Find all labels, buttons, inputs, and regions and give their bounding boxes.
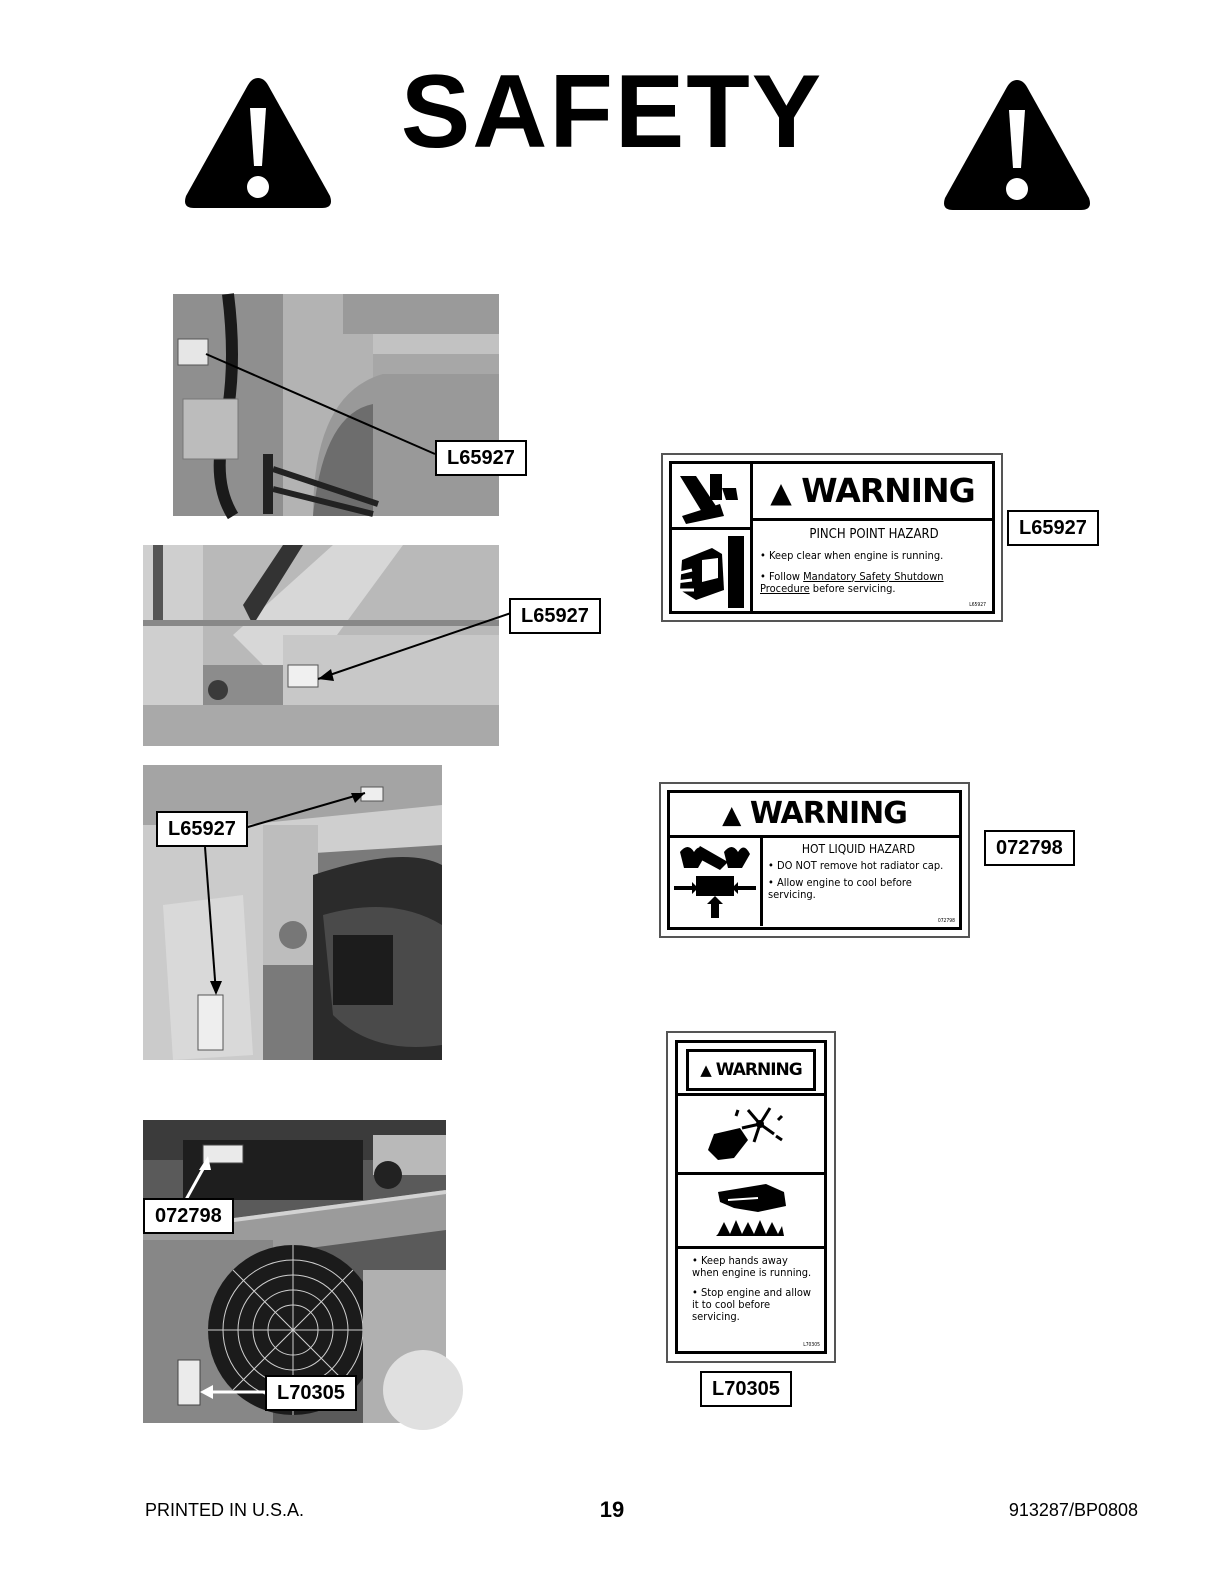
bullet-list: • Keep clear when engine is running. • Follow Mandatory Safety Shutdown Procedure before servicing. [760,549,944,596]
photo-engine-compartment [143,1120,446,1423]
hot-radiator-icon [670,838,763,926]
hand-pinch-icon [672,530,753,613]
warning-triangle-icon: ▲ [722,800,741,829]
callout-label: 072798 [143,1198,234,1234]
callout-label: 072798 [984,830,1075,866]
hazard-title: HOT LIQUID HAZARD [801,842,916,856]
bullet-list: • Keep hands away when engine is running. • Stop engine and allow it to cool before servicing. [692,1254,812,1324]
page-number: 19 [599,1497,625,1522]
warning-triangle-icon: ▲ [700,1061,711,1079]
photo-loader-arm-location [143,765,442,1060]
decal-hot-engine-hazard [666,1031,836,1363]
photo-frame-location [143,545,499,746]
hazard-title: PINCH POINT HAZARD [809,527,939,542]
warning-triangle-icon: ▲ [770,476,791,509]
callout-label: L65927 [156,811,248,847]
decal-hot-liquid-hazard [659,782,970,938]
warning-heading: ▲ WARNING [670,793,959,838]
warning-heading: ▲ WARNING [753,464,992,521]
footer-doc-number: 913287/BP0808 [1008,1500,1138,1520]
page-title: SAFETY [400,54,824,170]
warning-heading: ▲ WARNING [686,1049,816,1091]
pinch-hazard-icon [672,464,753,530]
callout-label: L65927 [1007,510,1099,546]
callout-label: L65927 [435,440,527,476]
decal-pinch-point-hazard [661,453,1003,622]
callout-label: L70305 [265,1375,357,1411]
hot-surface-hand-icon [678,1172,824,1249]
fan-entanglement-icon [678,1093,824,1175]
footer-printed-in: PRINTED IN U.S.A. [145,1500,305,1520]
callout-label: L65927 [509,598,601,634]
callout-label: L70305 [700,1371,792,1407]
decal-code: L65927 [969,602,986,609]
bullet-list: • DO NOT remove hot radiator cap. • Allow engine to cool before servicing. [768,859,944,902]
decal-code: 072798 [937,918,955,925]
photo-hose-location [143,294,515,516]
decal-code: L70305 [803,1342,820,1349]
